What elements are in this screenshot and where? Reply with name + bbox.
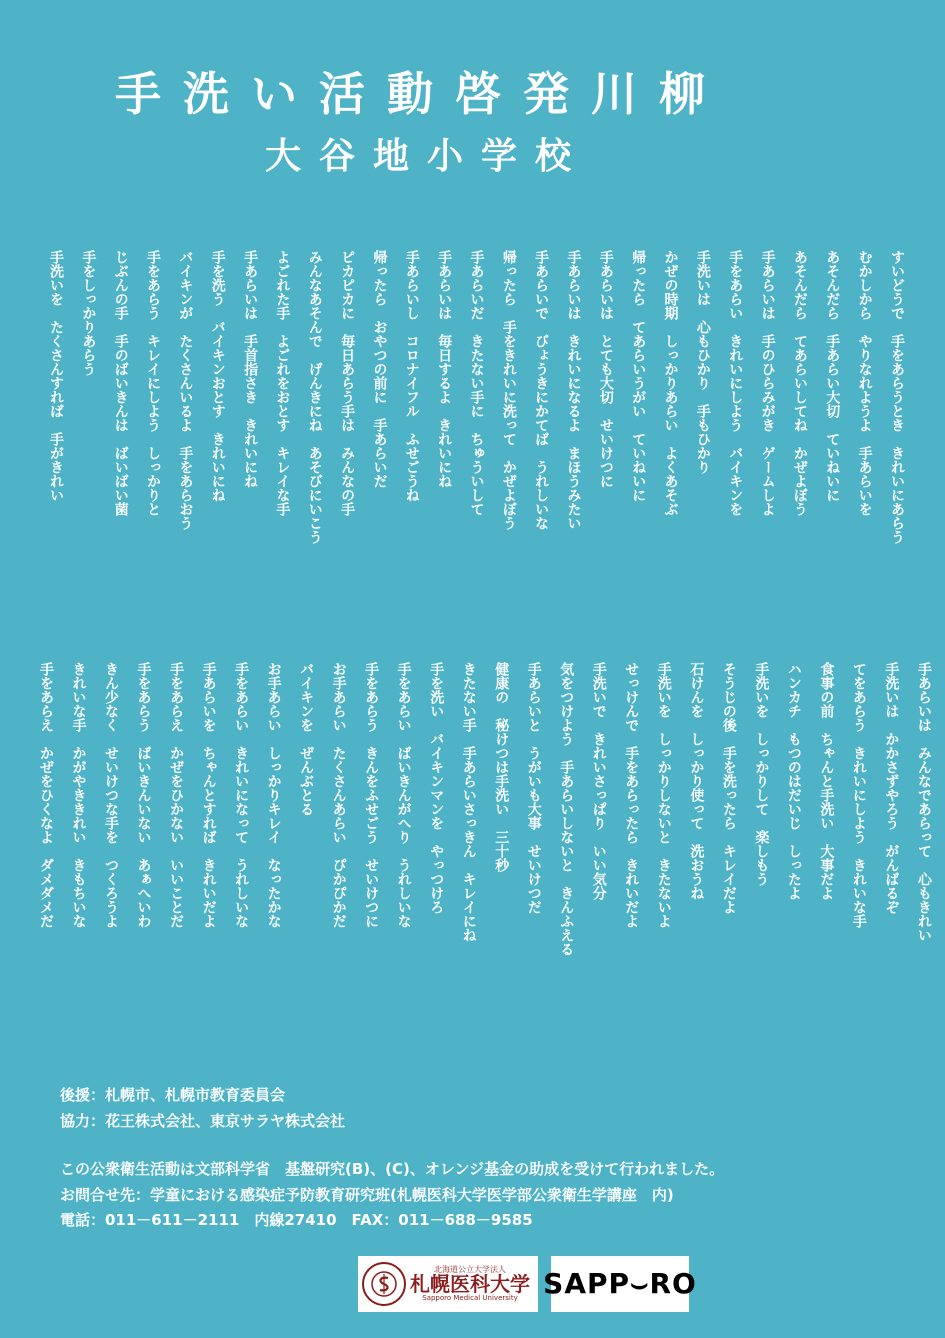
- senryu-poem: 帰ったら おやつの前に 手あらいだ: [371, 250, 388, 488]
- senryu-poem: あそんだら 手あらい大切 ていねいに: [824, 250, 841, 502]
- senryu-poem: すいどうで 手をあらうとき きれいにあらう: [888, 250, 905, 544]
- senryu-poem: 手をあらい ばいきんがへり うれしいな: [395, 662, 412, 928]
- senryu-poem: きたない手 手あらいさっきん キレイにね: [460, 662, 477, 942]
- senryu-poem: 気をつけよう 手あらいしないと きんふえる: [558, 662, 575, 956]
- poem-block-top: [44, 250, 909, 620]
- senryu-poem: 手洗いを しっかりして 楽しもう: [753, 662, 770, 886]
- senryu-poem: 手洗いは かかさずやろう がんばるぞ: [883, 662, 900, 914]
- senryu-poem: 手あらいで びょうきにかてば うれしいな: [533, 250, 550, 530]
- senryu-poem: 手あらいは 毎日するよ きれいにね: [436, 250, 453, 488]
- poem-block-bottom: [34, 662, 936, 992]
- senryu-poem: 手あらいは 手首指さき きれいにね: [242, 250, 259, 488]
- cooperation-line: 協力：花王株式会社、東京サラヤ株式会社: [60, 1112, 346, 1130]
- senryu-poem: お手あらい たくさんあらい ぴかぴかだ: [330, 662, 347, 928]
- senryu-poem: 手あらいは 手のひらみがき ゲームしよ: [759, 250, 776, 516]
- school-name: 大谷地小学校: [265, 136, 590, 177]
- senryu-poem: 手あらいし コロナイフル ふせごうね: [403, 250, 420, 502]
- senryu-poem: 手洗いを しっかりしないと きたないよ: [655, 662, 672, 928]
- page-title: 手洗い活動啓発川柳: [115, 67, 727, 121]
- senryu-poem: バイキンが たくさんいるよ 手をあらおう: [177, 250, 194, 530]
- contact-line: お問合せ先：学童における感染症予防教育研究班(札幌医科大学医学部公衆衛生学講座 内): [60, 1186, 674, 1204]
- funding-line: この公衆衛生活動は文部科学省 基盤研究(B)、(C)、オレンジ基金の助成を受けて行われました。: [60, 1160, 725, 1178]
- senryu-poem: 健康の 秘けつは手洗い 三十秒: [493, 662, 510, 872]
- senryu-poem: 帰ったら 手をきれいに洗って かぜよぼう: [500, 250, 517, 530]
- senryu-poem: かぜの時期 しっかりあらい よくあそぶ: [662, 250, 679, 516]
- sapporo-city-logo: SAPP⌣RO: [551, 1256, 689, 1312]
- senryu-poem: 手をあらう キレイにしよう しっかりと: [145, 250, 162, 516]
- senryu-poem: 手をあらい きれいになって うれしいな: [233, 662, 250, 928]
- senryu-poem: せっけんで 手をあらったら きれいだよ: [623, 662, 640, 928]
- senryu-poem: 手あらいは とても大切 せいけつに: [597, 250, 614, 488]
- senryu-poem: よごれた手 よごれをおとす キレイな手: [274, 250, 291, 516]
- senryu-poem: 手洗いを たくさんすれば 手がきれい: [48, 250, 64, 502]
- senryu-poem: 手洗いで きれいさっぱり いい気分: [590, 662, 607, 900]
- senryu-poem: 手をあらい きれいにしよう バイキンを: [727, 250, 744, 516]
- senryu-poem: そうじの後 手を洗ったら キレイだよ: [720, 662, 737, 914]
- senryu-poem: 手を洗い バイキンマンを やっつけろ: [428, 662, 445, 914]
- senryu-poem: 手あらいは きれいになるよ まほうみたい: [565, 250, 582, 530]
- senryu-poem: みんなあそんで げんきにね あそびにいこう: [306, 250, 323, 544]
- senryu-poem: 手あらいを ちゃんとすれば きれいだよ: [200, 662, 217, 928]
- senryu-poem: 手あらいと うがいも大事 せいけつだ: [525, 662, 542, 914]
- senryu-poem: きれいな手 かがやききれい きもちいな: [70, 662, 87, 928]
- university-seal-icon: [362, 1262, 406, 1306]
- senryu-poem: 手を洗う バイキンおとす きれいにね: [209, 250, 226, 502]
- senryu-poem: 手あらいだ きたない手に ちゅういして: [468, 250, 485, 516]
- senryu-poem: お手あらい しっかりキレイ なったかな: [265, 662, 282, 928]
- senryu-poem: あそんだら てあらいしてね かぜよぼう: [791, 250, 808, 516]
- smu-name: 札幌医科大学: [410, 1272, 530, 1297]
- senryu-poem: 石けんを しっかり使って 洗おうね: [688, 662, 705, 900]
- sapporo-medical-university-logo: [358, 1256, 538, 1312]
- senryu-poem: 帰ったら てあらいうがい ていねいに: [630, 250, 647, 502]
- senryu-poem: 食事の前 ちゃんと手洗い 大事だよ: [818, 662, 835, 900]
- senryu-poem: 手あらいは みんなであらって 心もきれい: [915, 662, 932, 942]
- senryu-poem: むかしから やりなれようよ 手あらいを: [856, 250, 873, 516]
- senryu-poem: バイキンを ぜんぶとる: [298, 662, 315, 816]
- senryu-poem: きん少なく せいけつな手を つくろうよ: [103, 662, 120, 928]
- senryu-poem: てをあらう きれいにしよう きれいな手: [850, 662, 867, 928]
- senryu-poem: じぶんの手 手のばいきんは ばいばい菌: [112, 250, 129, 516]
- senryu-poem: 手をしっかりあらう: [80, 250, 97, 376]
- smu-org-label: 北海道公立大学法人: [434, 1264, 506, 1274]
- smu-english-name: Sapporo Medical University: [422, 1294, 518, 1303]
- senryu-poem: 手をあらえ かぜをひくなよ ダメダメだ: [38, 662, 54, 928]
- support-line: 後援：札幌市、札幌市教育委員会: [60, 1086, 286, 1104]
- senryu-poem: ハンカチ もつのはだいじ しったよ: [785, 662, 802, 900]
- senryu-poem: 手をあらえ かぜをひかない いいことだ: [168, 662, 185, 928]
- senryu-poem: 手洗いは 心もひかり 手もひかり: [694, 250, 711, 474]
- senryu-poem: 手をあらう きんをふせごう せいけつに: [363, 662, 380, 928]
- senryu-poem: 手をあらう ばいきんいない あぁへいわ: [135, 662, 152, 928]
- senryu-poem: ピカピカに 毎日あらう手は みんなの手: [339, 250, 356, 516]
- phone-line: 電話：011－611－2111 内線27410 FAX：011－688－9585: [60, 1211, 533, 1229]
